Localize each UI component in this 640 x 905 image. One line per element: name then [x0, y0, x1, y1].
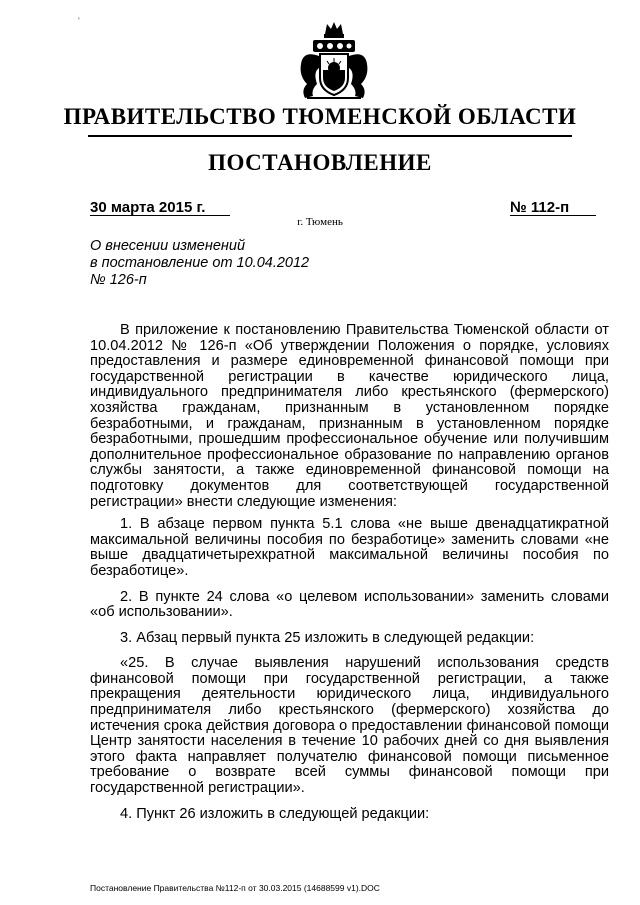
subject-line: в постановление от 10.04.2012: [90, 255, 310, 271]
document-subject: [90, 238, 350, 289]
body-paragraph: 4. Пункт 26 изложить в следующей редакции:: [120, 805, 430, 822]
document-type: ПОСТАНОВЛЕНИЕ: [208, 150, 432, 175]
body-paragraph: 3. Абзац первый пункта 25 изложить в следующей редакции:: [120, 629, 535, 646]
city-label: г. Тюмень: [297, 216, 343, 228]
body-paragraph: 2. В пункте 24 слова «о целевом использовании» заменить словами «об использовании».: [90, 588, 609, 621]
body-paragraph: «25. В случае выявления нарушений использования средств финансовой помощи при государственной регистрации, а также прекращения деятельности юридического лица, индивидуального предпринимателя либо крестьянского (фермерского) хозяйства до истечения срока действия договора о предоставлении финансовой помощи Центр занятости населения в течение 10 рабочих дней со дня выявления этого факта направляет получателю финансовой помощи письменное требование о возврате всей суммы финансовой помощи при государственной регистрации».: [90, 655, 609, 797]
header-divider: [88, 135, 572, 137]
body-paragraph: В приложение к постановлению Правительства Тюменской области от 10.04.2012 № 126-п «Об утверждении Положения о порядке, условиях предоставления и размере единовременной финансовой помощи при государственной регистрации в качестве юридического лица, индивидуального предпринимателя либо крестьянского (фермерского) хозяйства гражданам, признанным в установленном порядке безработными, и гражданам, признанным в установленном порядке безработными, прошедшим профессиональное обучение или получившим дополнительное профессиональное образование по направлению органов службы занятости, а также единовременной финансовой помощи на подготовку документов для соответствующей государственной регистрации» внести следующие изменения:: [90, 322, 609, 510]
document-number: № 112-п: [510, 199, 570, 216]
subject-line: О внесении изменений: [90, 238, 246, 254]
body-paragraph: 1. В абзаце первом пункта 5.1 слова «не выше двенадцатикратной максимальной величины пособия по безработице» заменить словами «не выше двадцатичетырехкратной максимальной величины пособия по безработице».: [90, 516, 609, 579]
document-body: [90, 323, 609, 832]
subject-line: № 126-п: [90, 272, 147, 288]
coat-of-arms-icon: [287, 20, 381, 102]
government-title: ПРАВИТЕЛЬСТВО ТЮМЕНСКОЙ ОБЛАСТИ: [63, 104, 577, 129]
document-date: 30 марта 2015 г.: [90, 199, 206, 216]
footer-file-reference: Постановление Правительства №112-п от 30.03.2015 (14688599 v1).DOC: [90, 883, 380, 893]
scan-mark: ': [78, 16, 80, 26]
